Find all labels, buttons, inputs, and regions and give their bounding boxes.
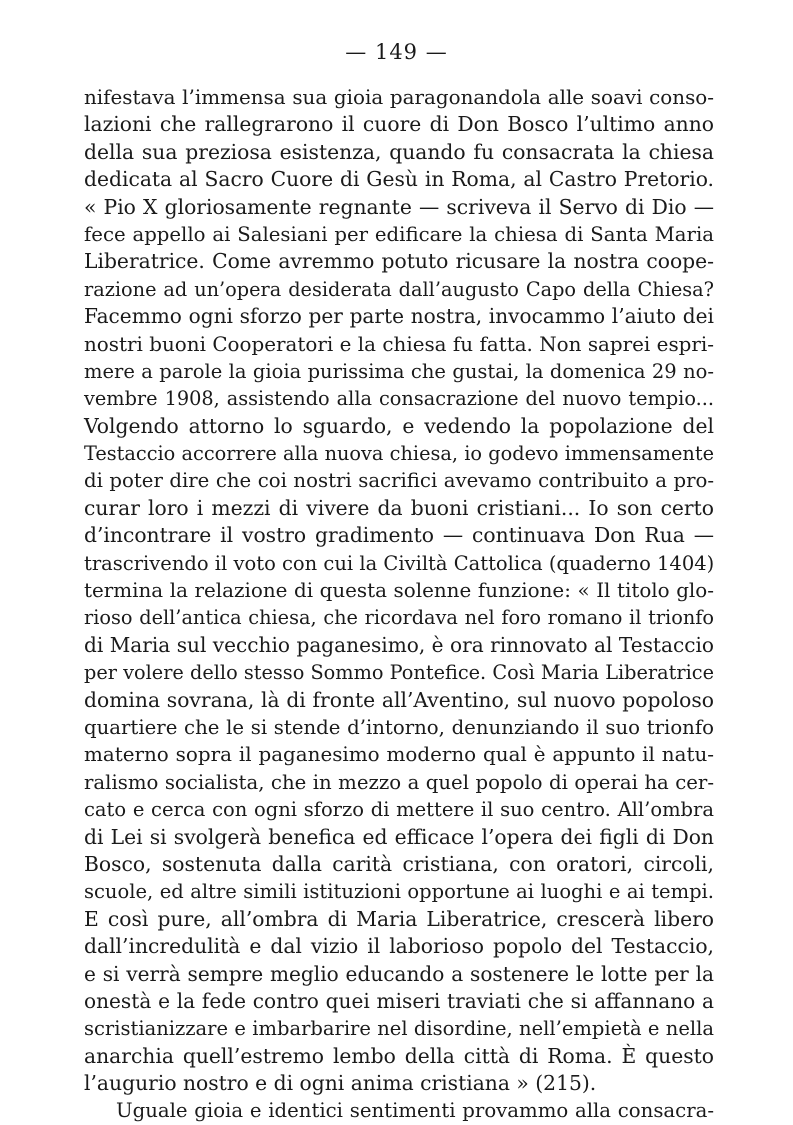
text-line: Uguale gioia e identici sentimenti provammo alla consacra- bbox=[116, 1099, 714, 1123]
text-line: Liberatrice. Come avremmo potuto ricusare la nostra coope- bbox=[84, 249, 714, 274]
text-line: ralismo socialista, che in mezzo a quel popolo di operai ha cer- bbox=[84, 770, 714, 794]
text-line: Facemmo ogni sforzo per parte nostra, invocammo l’aiuto dei bbox=[84, 304, 714, 329]
text-line: fece appello ai Salesiani per edificare la chiesa di Santa Maria bbox=[84, 222, 714, 246]
text-line: nostri buoni Cooperatori e la chiesa fu fatta. Non saprei espri- bbox=[84, 332, 714, 356]
text-line: l’augurio nostro e di ogni anima cristiana » (215). bbox=[84, 1071, 597, 1096]
body-text bbox=[84, 84, 714, 1125]
text-line: vembre 1908, assistendo alla consacrazione del nuovo tempio... bbox=[84, 387, 714, 411]
text-line: per volere dello stesso Sommo Pontefice. Così Maria Liberatrice bbox=[84, 661, 714, 685]
text-line: lazioni che rallegrarono il cuore di Don Bosco l’ultimo anno bbox=[84, 112, 714, 137]
text-line: cato e cerca con ogni sforzo di mettere il suo centro. All’ombra bbox=[84, 798, 714, 822]
text-line: onestà e la fede contro quei miseri traviati che si affannano a bbox=[84, 988, 714, 1013]
page-number: — 149 — bbox=[345, 40, 448, 64]
text-line: mere a parole la gioia purissima che gustai, la domenica 29 no- bbox=[84, 359, 714, 383]
text-line: di Maria sul vecchio paganesimo, è ora rinnovato al Testaccio bbox=[84, 632, 714, 657]
text-line: dall’incredulità e dal vizio il laborioso popolo del Testaccio, bbox=[84, 934, 714, 959]
text-line: E così pure, all’ombra di Maria Liberatrice, crescerà libero bbox=[84, 906, 714, 931]
text-line: quartiere che le si stende d’intorno, denunziando il suo trionfo bbox=[84, 715, 714, 739]
text-line: rioso dell’antica chiesa, che ricordava nel foro romano il trionfo bbox=[84, 606, 714, 630]
text-line: scristianizzare e imbarbarire nel disordine, nell’empietà e nella bbox=[84, 1017, 714, 1041]
text-line: d’incontrare il vostro gradimento — continuava Don Rua — bbox=[84, 523, 714, 548]
text-line: di Lei si svolgerà benefica ed efficace l’opera dei figli di Don bbox=[84, 824, 714, 849]
text-line: termina la relazione di questa solenne funzione: « Il titolo glo- bbox=[84, 579, 714, 603]
text-line: della sua preziosa esistenza, quando fu consacrata la chiesa bbox=[84, 139, 714, 164]
text-line: anarchia quell’estremo lembo della città di Roma. È questo bbox=[84, 1043, 714, 1068]
text-line: domina sovrana, là di fronte all’Aventino, sul nuovo popoloso bbox=[84, 687, 714, 712]
text-line: « Pio X gloriosamente regnante — scriveva il Servo di Dio — bbox=[84, 194, 714, 219]
text-line: trascrivendo il voto con cui la Civiltà Cattolica (quaderno 1404) bbox=[84, 551, 715, 575]
text-line: di poter dire che coi nostri sacrifici avevamo contribuito a pro- bbox=[84, 469, 714, 493]
text-line: e si verrà sempre meglio educando a sostenere le lotte per la bbox=[84, 961, 714, 986]
text-line: razione ad un’opera desiderata dall’augusto Capo della Chiesa? bbox=[84, 277, 714, 301]
text-line: nifestava l’immensa sua gioia paragonandola alle soavi conso- bbox=[84, 86, 714, 109]
text-line: materno sopra il paganesimo moderno qual è appunto il natu- bbox=[84, 743, 714, 767]
text-line: Testaccio accorrere alla nuova chiesa, io godevo immensamente bbox=[84, 442, 714, 466]
text-line: curar loro i mezzi di vivere da buoni cristiani... Io son certo bbox=[84, 495, 714, 520]
text-line: scuole, ed altre simili istituzioni opportune ai luoghi e ai tempi. bbox=[84, 880, 714, 904]
text-line: Volgendo attorno lo sguardo, e vedendo la popolazione del bbox=[84, 413, 714, 438]
text-line: dedicata al Sacro Cuore di Gesù in Roma, al Castro Pretorio. bbox=[84, 167, 714, 192]
text-line: Bosco, sostenuta dalla carità cristiana, con oratori, circoli, bbox=[84, 851, 714, 876]
